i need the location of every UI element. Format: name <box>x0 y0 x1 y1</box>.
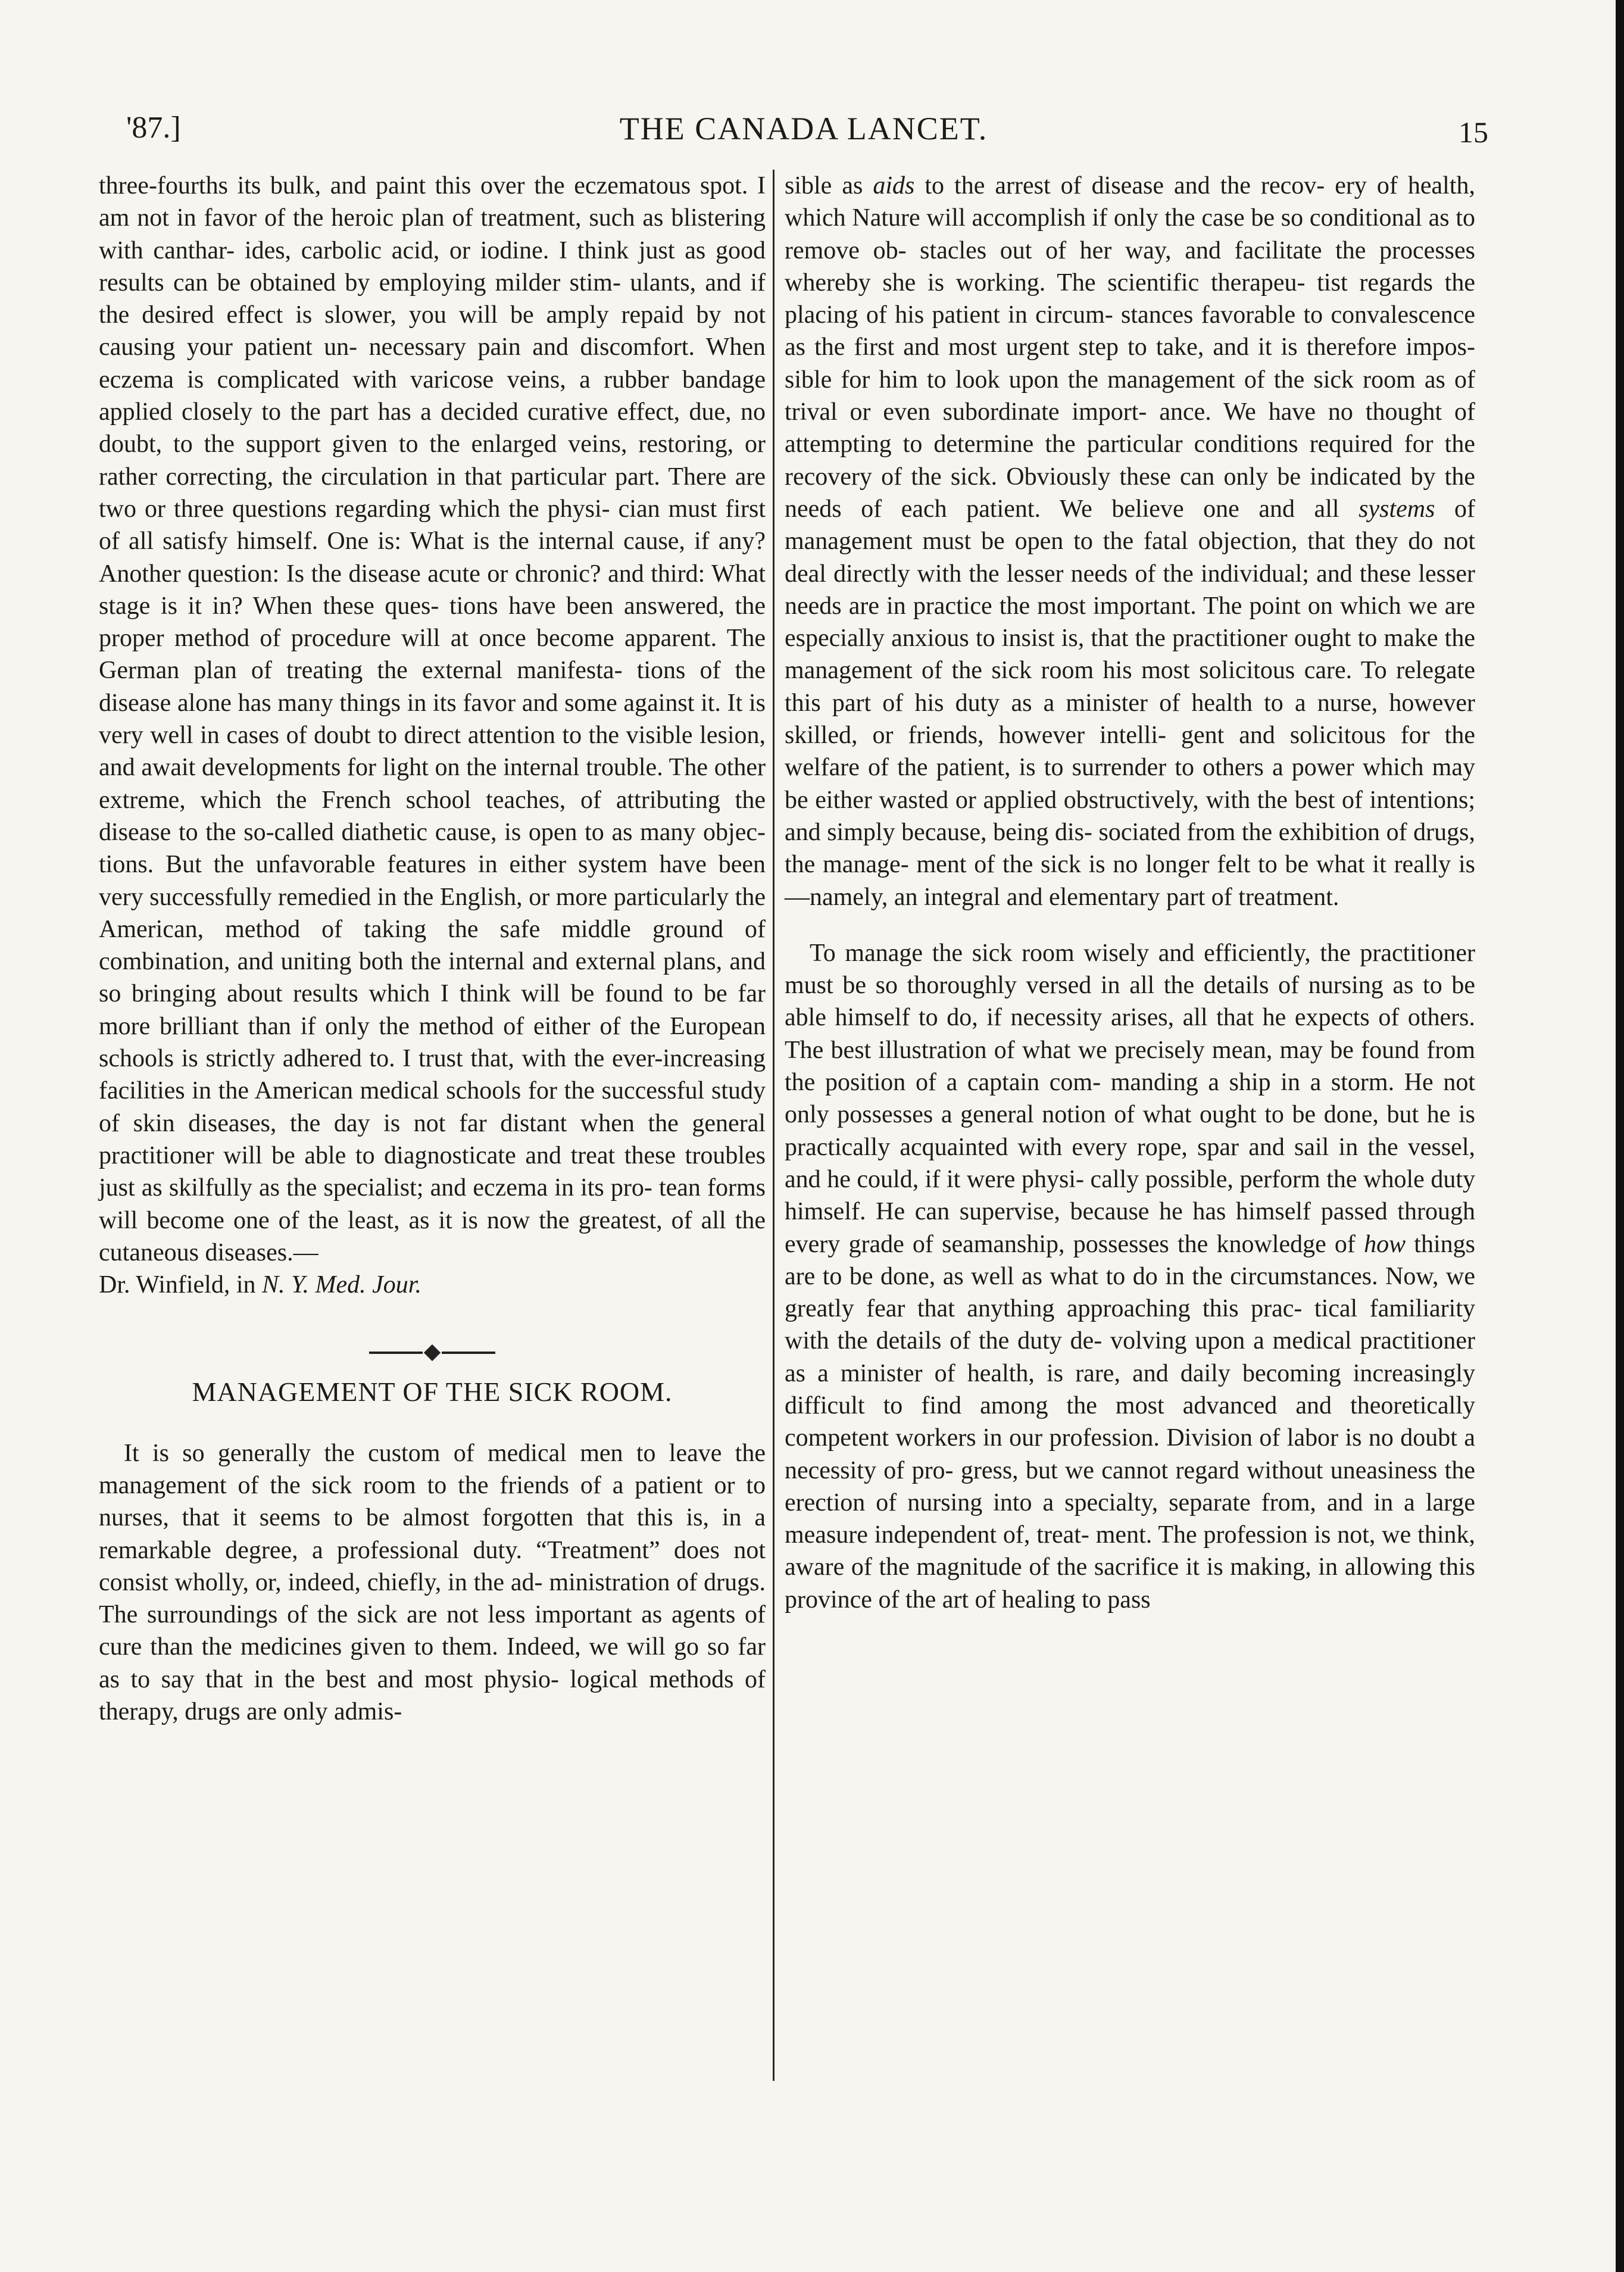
sick-room-paragraph-1: It is so generally the custom of medical men to leave the management of the sick room to the friends of a patient or to nurses, that it seems to be almost forgotten that this is, in a remarkable degree, a professional duty. “Treatment” does not consist wholly, or, indeed, chiefly, in the ad- ministration of drugs. The surroundings of the sick are not less important as agents of cure than the medicines given to them. Indeed, we will go so far as to say that in the best and most physio- logical methods of therapy, drugs are only admis- <box>99 1439 766 1726</box>
right-column <box>785 170 1475 1616</box>
page-number: 15 <box>1459 116 1488 149</box>
running-header <box>119 104 1488 158</box>
journal-title: THE CANADA LANCET. <box>619 111 988 146</box>
eczema-paragraph: three-fourths its bulk, and paint this over the eczematous spot. I am not in favor of the heroic plan of treatment, such as blistering with canthar- ides, carbolic acid, or iodine. I think just as good results can be obtained by employing milder stim- ulants, and if the desired effect is slower, you will be amply repaid by not causing your patient un- necessary pain and discomfort. When eczema is complicated with varicose veins, a rubber bandage applied closely to the part has a decided curative effect, due, no doubt, to the support given to the enlarged veins, restoring, or rather correcting, the circulation in that particular part. There are two or three questions regarding which the physi- cian must first of all satisfy himself. One is: What is the internal cause, if any? Another question: Is the disease acute or chronic? and third: What stage is it in? When these ques- tions have been answered, the proper method of procedure will at once become apparent. The German plan of treating the external manifesta- tions of the disease alone has many things in its favor and some against it. It is very well in cases of doubt to direct attention to the visible lesion, and await developments for light on the internal trouble. The other extreme, which the French school teaches, of attributing the disease to the so-called diathetic cause, is open to as many objec- tions. But the unfavorable features in either system have been very successfully remedied in the English, or more particularly the American, method of taking the safe middle ground of combination, and uniting both the internal and external plans, and so bringing about results which I think will be found to be far more brilliant than if only the method of either of the European schools is strictly adhered to. I trust that, with the ever-increasing facilities in the American medical schools for the successful study of skin diseases, the day is not far distant when the general practitioner will be able to diagnosticate and treat these troubles just as skilfully as the specialist; and eczema in its pro- tean forms will become one of the least, as it is now the greatest, of all the cutaneous diseases.— <box>99 172 766 1266</box>
section-separator <box>99 1334 766 1352</box>
italic-aids: aids <box>873 172 915 199</box>
section-title: MANAGEMENT OF THE SICK ROOM. <box>192 1377 673 1407</box>
text-run: To manage the sick room wisely and efficiently, the practitioner must be so thoroughly versed in all the details of nursing as to be able himself to do, if necessity arises, all that he expects of others. The best illustration of what we precisely mean, may be found from the position of a captain com- manding a ship in a storm. He not only possesses a general notion of what ought to be done, but he is practically acquainted with every rope, spar and sail in the vessel, and he could, if it were physi- cally possible, perform the whole duty himself. He can supervise, because he has himself passed through every grade of seamanship, possesses the knowledge of <box>785 939 1475 1258</box>
text-run: things are to be done, as well as what to do in the circumstances. Now, we greatly fear that anything approaching this prac- tical familiarity with the details of the duty de- volving upon a medical practitioner as a minister of health, is rare, and daily becoming increasingly difficult to find among the most advanced and theoretically competent workers in our profession. Division of labor is no doubt a necessity of pro- gress, but we cannot regard without uneasiness the erection of nursing into a specialty, separate from, and in a large measure independent of, treat- ment. The profession is not, we think, aware of the magnitude of the sacrifice it is making, in allowing this province of the art of healing to pass <box>785 1230 1475 1614</box>
header-year: '87.] <box>126 111 181 145</box>
sick-room-paragraph-2 <box>785 937 1475 1616</box>
text-run: sible as <box>785 172 873 199</box>
text-run: of management must be open to the fatal objection, that they do not deal directly with the lesser needs of the individual; and these lesser needs are in practice the most important. The point on which we are especially anxious to insist is, that the practitioner ought to make the management of the sick room his most solicitous care. To relegate this part of his duty as a minister of health to a nurse, however skilled, or friends, however intelli- gent and solicitous for the welfare of the patient, is to surrender to others a power which may be either wasted or applied obstructively, with the best of intentions; and simply because, being dis- sociated from the exhibition of drugs, the manage- ment of the sick is no longer felt to be what it really is—namely, an integral and elementary part of treatment. <box>785 495 1475 911</box>
page-edge <box>1616 0 1624 2272</box>
attribution <box>99 1269 766 1301</box>
italic-how: how <box>1364 1230 1406 1258</box>
left-column <box>99 170 766 1728</box>
attribution-author: Dr. Winfield, in <box>99 1271 263 1299</box>
attribution-journal: N. Y. Med. Jour. <box>262 1271 421 1299</box>
column-divider <box>773 170 774 2081</box>
italic-systems: systems <box>1358 495 1435 523</box>
text-run: to the arrest of disease and the recov- ery of health, which Nature will accomplish if only the case be so conditional as to remove ob- stacles out of her way, and facilitate the processes whereby she is working. The scientific therapeu- tist regards the placing of his patient in circum- stances favorable to convalescence as the first and most urgent step to take, and it is therefore impos- sible for him to look upon the management of the sick room as of trival or even subordinate import- ance. We have no thought of attempting to determine the particular conditions required for the recovery of the sick. Obviously these can only be indicated by the needs of each patient. We believe one and all <box>785 172 1475 523</box>
sick-room-paragraph-continued <box>785 170 1475 913</box>
